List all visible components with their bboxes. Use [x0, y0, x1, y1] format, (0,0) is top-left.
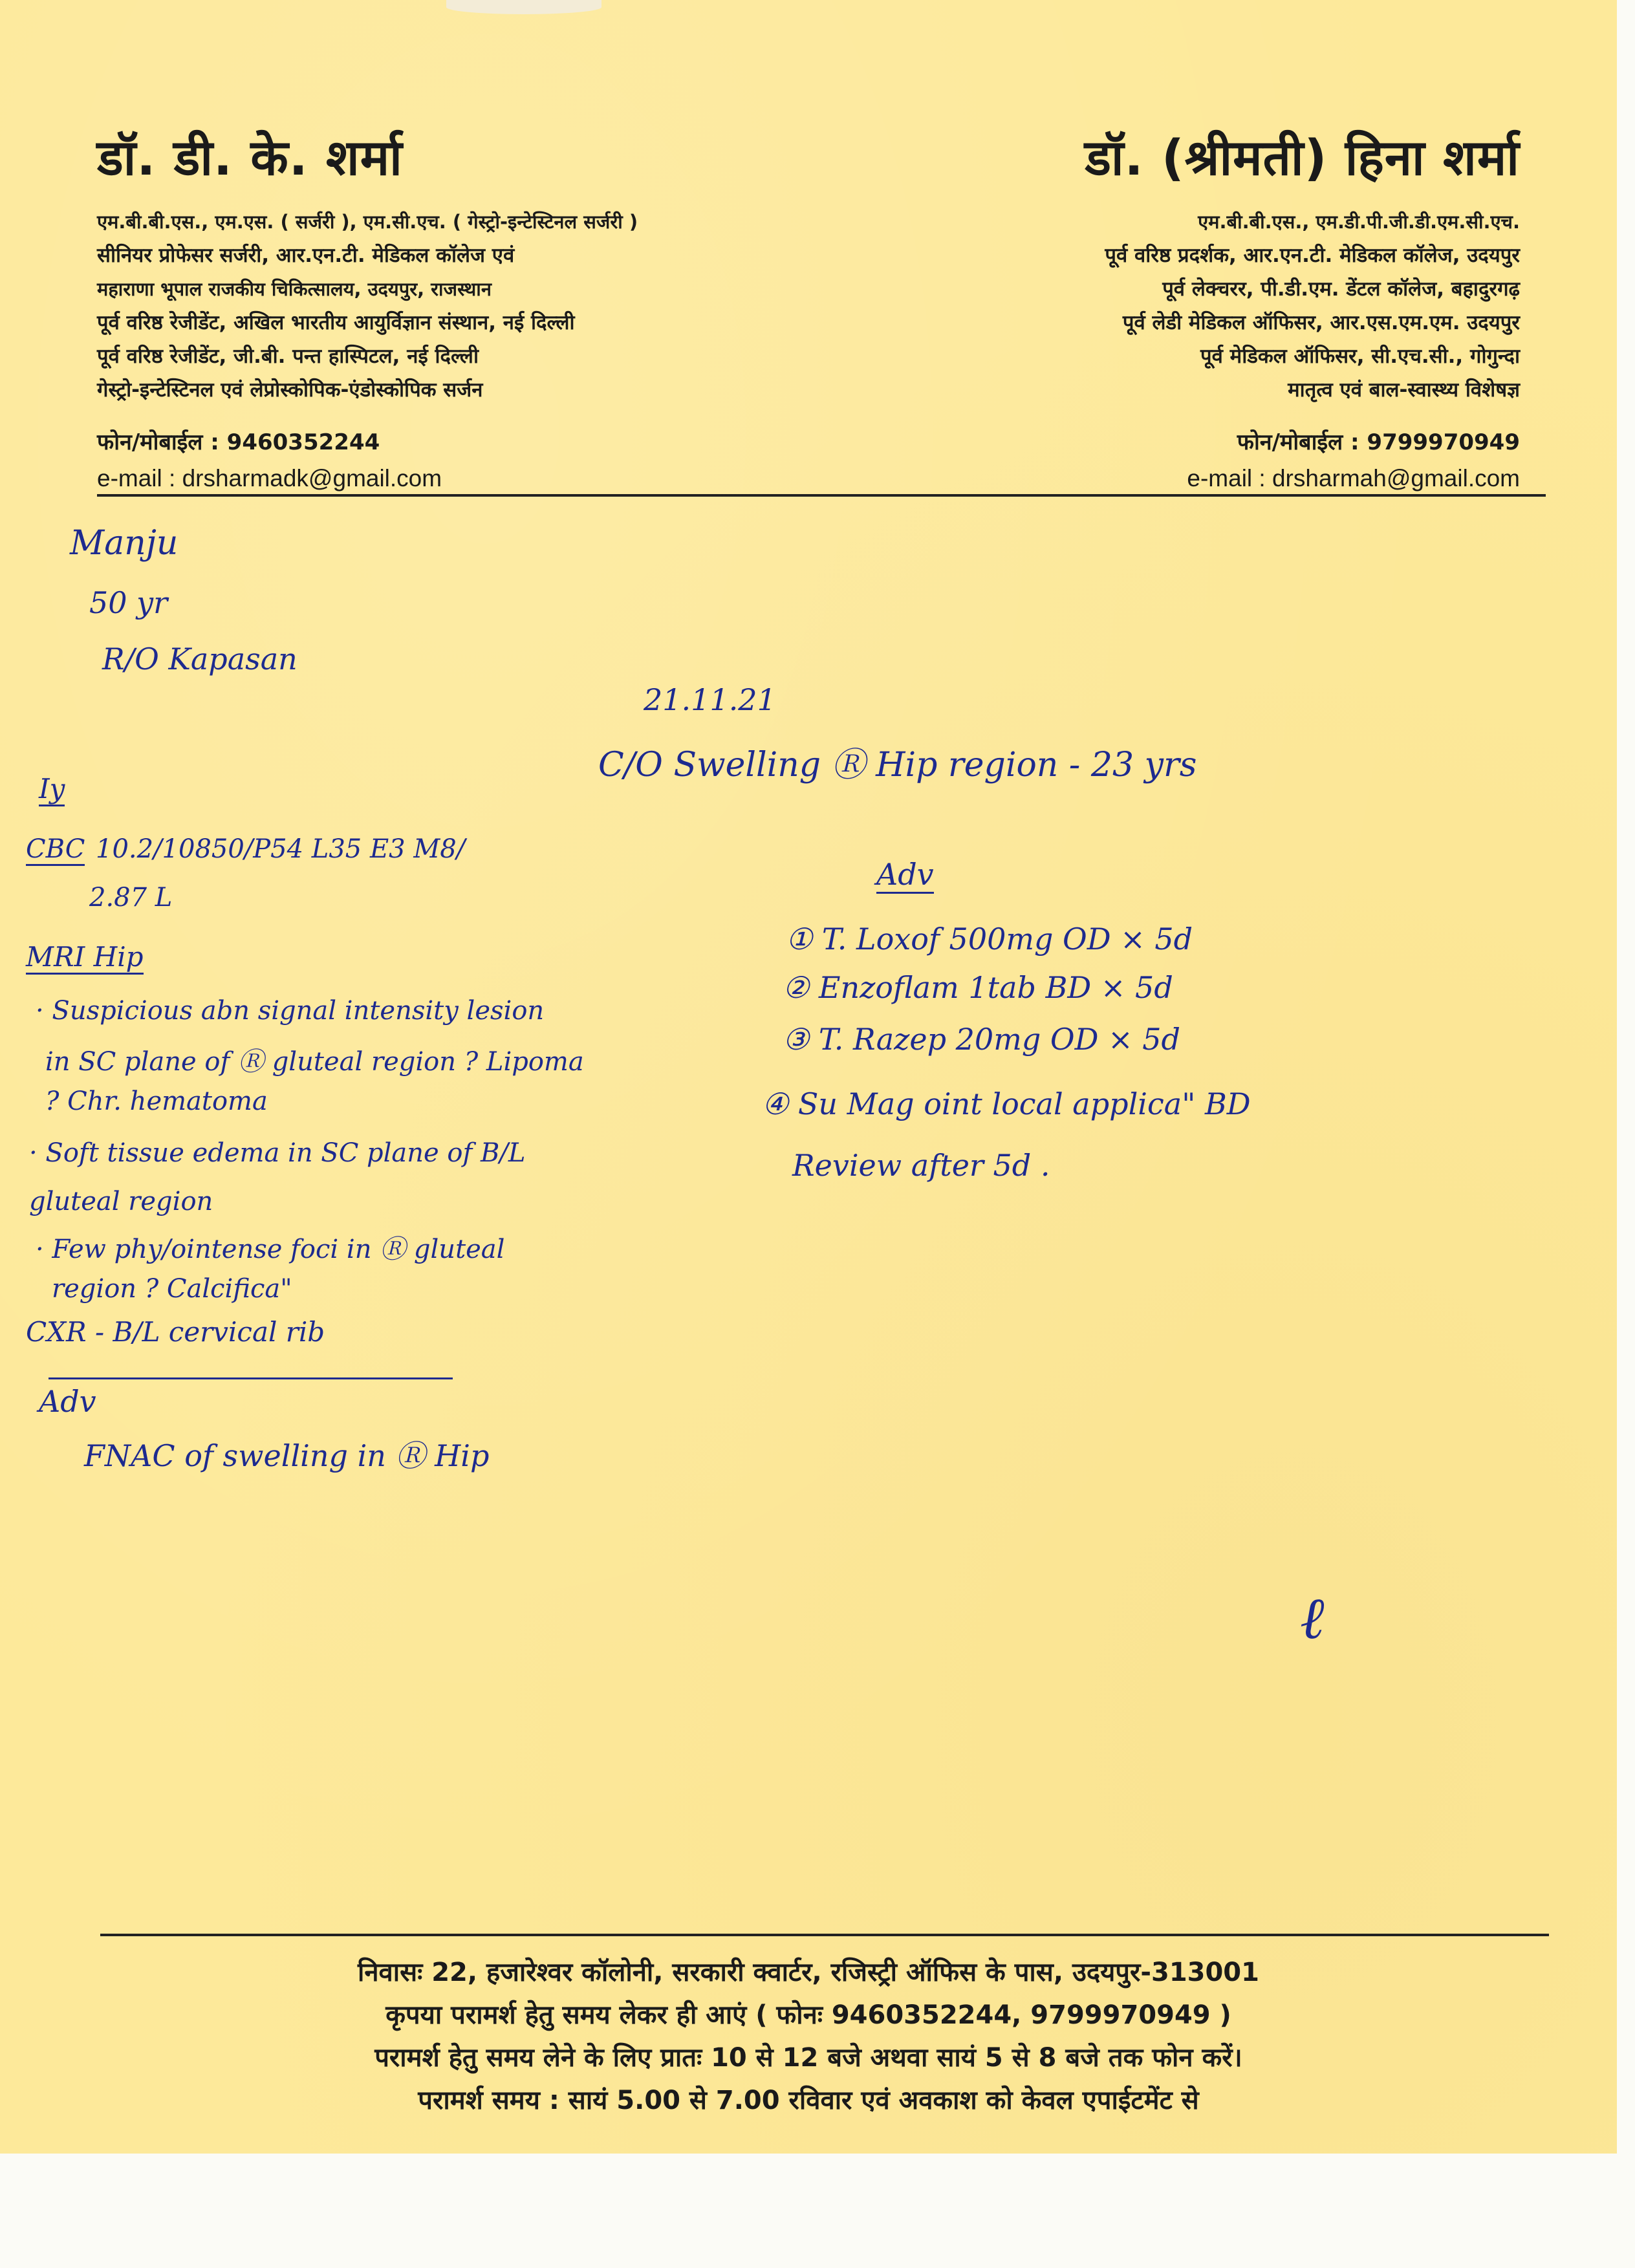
left-advice-line: FNAC of swelling in Ⓡ Hip	[84, 1438, 490, 1473]
left-doctor-line-3: पूर्व वरिष्ठ रेजीडेंट, अखिल भारतीय आयुर्विज्ञान संस्थान, नई दिल्ली	[97, 311, 575, 334]
left-doctor-degrees: एम.बी.बी.एस., एम.एस. ( सर्जरी ), एम.सी.एच. ( गेस्ट्रो-इन्टेस्टिनल सर्जरी )	[97, 211, 638, 233]
footer-consult-hours: परामर्श समय : सायं 5.00 से 7.00 रविवार एवं अवकाश को केवल एपाईटमेंट से	[418, 2086, 1199, 2115]
patient-residence: R/O Kapasan	[102, 642, 298, 676]
mri-finding-1-cont: in SC plane of Ⓡ gluteal region ? Lipoma	[45, 1047, 584, 1077]
investigations-heading: Iy	[39, 773, 65, 806]
medication-3: ③ T. Razep 20mg OD × 5d	[783, 1022, 1180, 1057]
right-doctor-header	[808, 123, 1520, 492]
medication-2: ② Enzoflam 1tab BD × 5d	[783, 970, 1173, 1005]
medication-1: ① T. Loxof 500mg OD × 5d	[786, 922, 1193, 956]
cbc-values-2: 2.87 L	[89, 883, 173, 913]
right-advice-heading: Adv	[876, 857, 934, 894]
review-note: Review after 5d .	[792, 1148, 1050, 1183]
footer-appointment-note: कृपया परामर्श हेतु समय लेकर ही आएं ( फोनः 9460352244, 9799970949 )	[385, 2000, 1231, 2030]
medication-4: ④ Su Mag oint local applica" BD	[762, 1086, 1251, 1121]
left-doctor-email: e-mail : drsharmadk@gmail.com	[97, 465, 442, 491]
right-doctor-line-4: पूर्व मेडिकल ऑफिसर, सी.एच.सी., गोगुन्दा	[1200, 345, 1520, 368]
patient-name: Manju	[70, 524, 179, 563]
right-doctor-email: e-mail : drsharmah@gmail.com	[1187, 465, 1520, 491]
visit-date: 21.11.21	[644, 682, 776, 717]
torn-edge	[446, 0, 601, 14]
cxr-underline	[49, 1377, 453, 1379]
left-doctor-line-4: पूर्व वरिष्ठ रेजीडेंट, जी.बी. पन्त हास्पिटल, नई दिल्ली	[97, 345, 479, 368]
chief-complaint: C/O Swelling Ⓡ Hip region - 23 yrs	[598, 746, 1197, 784]
right-doctor-phone: फोन/मोबाईल : 9799970949	[1237, 429, 1520, 455]
left-doctor-phone: फोन/मोबाईल : 9460352244	[97, 429, 380, 455]
mri-label: MRI Hip	[26, 941, 144, 975]
footer-call-hours: परामर्श हेतु समय लेने के लिए प्रातः 10 से 12 बजे अथवा सायं 5 से 8 बजे तक फोन करें।	[374, 2043, 1242, 2073]
mri-finding-3-cont: region ? Calcifica"	[52, 1274, 292, 1304]
left-doctor-line-2: महाराणा भूपाल राजकीय चिकित्सालय, उदयपुर, राजस्थान	[97, 278, 492, 300]
mri-finding-3: · Few phy/ointense foci in Ⓡ gluteal	[36, 1235, 505, 1264]
right-doctor-name: डॉ. (श्रीमती) हिना शर्मा	[1085, 129, 1520, 186]
right-doctor-line-2: पूर्व लेक्चरर, पी.डी.एम. डेंटल कॉलेज, बहादुरगढ़	[1162, 277, 1520, 301]
patient-age: 50 yr	[89, 585, 168, 620]
footer-address: निवासः 22, हजारेश्वर कॉलोनी, सरकारी क्वार्टर, रजिस्ट्री ऑफिस के पास, उदयपुर-313001	[358, 1958, 1259, 1987]
right-doctor-line-5: मातृत्व एवं बाल-स्वास्थ्य विशेषज्ञ	[1288, 378, 1520, 402]
cbc-label: CBC	[26, 834, 85, 864]
cxr-finding: CXR - B/L cervical rib	[26, 1316, 325, 1348]
right-doctor-line-1: पूर्व वरिष्ठ प्रदर्शक, आर.एन.टी. मेडिकल कॉलेज, उदयपुर	[1105, 244, 1520, 267]
footer-divider	[100, 1934, 1549, 1936]
right-doctor-line-3: पूर्व लेडी मेडिकल ऑफिसर, आर.एस.एम.एम. उदयपुर	[1122, 311, 1520, 334]
left-doctor-header	[97, 123, 808, 492]
left-doctor-line-1: सीनियर प्रोफेसर सर्जरी, आर.एन.टी. मेडिकल कॉलेज एवं	[97, 244, 515, 267]
right-doctor-degrees: एम.बी.बी.एस., एम.डी.पी.जी.डी.एम.सी.एच.	[1198, 211, 1520, 233]
left-doctor-name: डॉ. डी. के. शर्मा	[97, 129, 403, 186]
left-doctor-line-5: गेस्ट्रो-इन्टेस्टिनल एवं लेप्रोस्कोपिक-एंडोस्कोपिक सर्जन	[97, 378, 483, 402]
cbc-values: 10.2/10850/P54 L35 E3 M8/	[96, 834, 466, 864]
left-advice-heading: Adv	[39, 1384, 96, 1419]
mri-finding-1: · Suspicious abn signal intensity lesion	[36, 996, 545, 1026]
header-divider	[97, 494, 1546, 497]
mri-finding-1-cont-2: ? Chr. hematoma	[45, 1086, 268, 1116]
mri-finding-2-cont: gluteal region	[29, 1187, 213, 1216]
doctor-signature: ℓ	[1300, 1584, 1325, 1652]
mri-finding-2: · Soft tissue edema in SC plane of B/L	[29, 1138, 526, 1168]
